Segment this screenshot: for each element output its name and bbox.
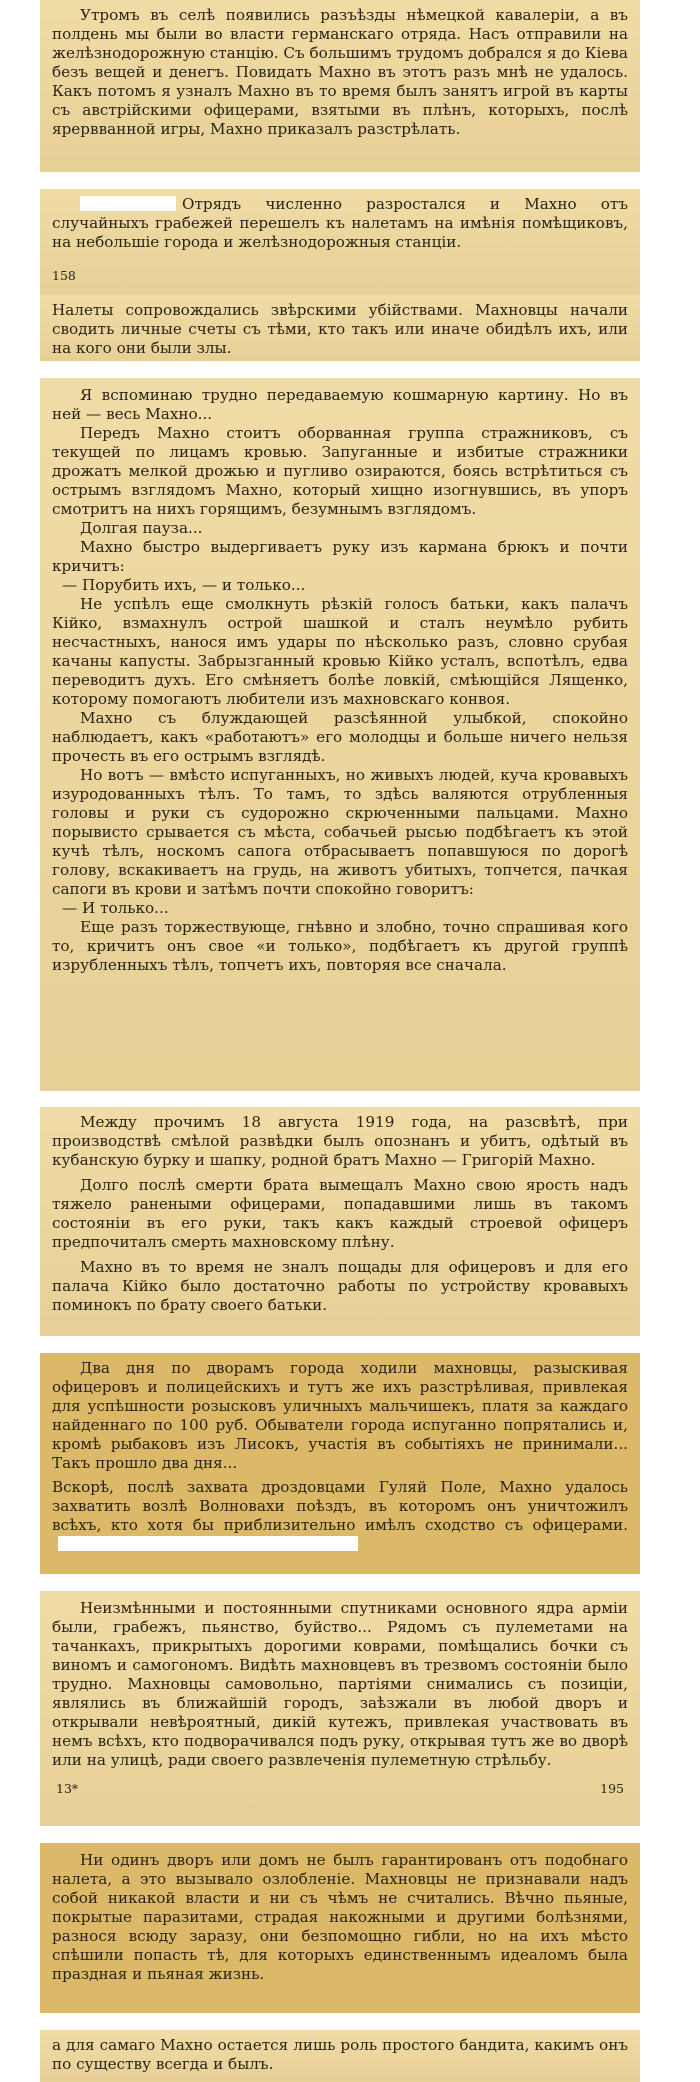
clipping-10 (40, 2030, 640, 2082)
clipping-3-paragraph-1: Налеты сопровождались звѣрскими убійствами. Махновцы начали сводить личные счеты съ тѣми, кто такъ или иначе обидѣлъ ихъ, или на кого они были злы. (52, 301, 628, 357)
clipping-4-paragraph-3: Долгая пауза... (80, 519, 203, 537)
redaction-bar (80, 196, 176, 211)
clipping-6-paragraph-1: Два дня по дворамъ города ходили махновцы, разыскивая офицеровъ и полицейскихъ и тутъ же ихъ разстрѣливая, привлекая для успѣшности розысковъ уличныхъ мальчишекъ, платя за каждаго найденнаго по 100 руб. Обыватели города испуганно попрятались и, кромѣ рыбаковъ изъ Лисокъ, участія въ событіяхъ не принимали... Такъ прошло два дня... (52, 1359, 628, 1472)
clipping-7-paragraph-1: Вскорѣ, послѣ захвата дроздовцами Гуляй Поле, Махно удалось захватить возлѣ Волновахи поѣздъ, въ которомъ онъ уничтожилъ всѣхъ, кто хотя бы приблизительно имѣлъ сходство съ офицерами. (52, 1478, 628, 1554)
clipping-4-paragraph-1: Я вспоминаю трудно передаваемую кошмарную картину. Но въ ней — весь Махно... (52, 386, 628, 423)
clipping-1-paragraph-1: Утромъ въ селѣ появились разъѣзды нѣмецкой кавалеріи, а въ полдень мы были во власти германскаго отряда. Насъ отправили на желѣзнодорожную станцію. Съ большимъ трудомъ добрался я до Кіева безъ вещей и денегъ. Повидать Махно въ этотъ разъ мнѣ не удалось. Какъ потомъ я узналъ Махно въ то время былъ занятъ игрой въ карты съ австрійскими офицерами, взятыми въ плѣнъ, которыхъ, послѣ ярервванной игры, Махно приказалъ разстрѣлать. (52, 6, 628, 138)
clipping-6 (40, 1353, 640, 1473)
clipping-5-paragraph-1: Между прочимъ 18 августа 1919 года, на разсвѣтѣ, при производствѣ смѣлой развѣдки былъ опознанъ и убитъ, одѣтый въ кубанскую бурку и шапку, родной братъ Махно — Григорій Махно. (52, 1113, 628, 1169)
clipping-4-paragraph-7: Махно съ блуждающей разсѣянной улыбкой, спокойно наблюдаетъ, какъ «работаютъ» его молодцы и больше ничего нельзя прочесть въ его острымъ взглядѣ. (52, 709, 628, 765)
clipping-4-dialog-1: — Порубить ихъ, — и только... (62, 576, 306, 594)
clipping-5 (40, 1107, 640, 1336)
clipping-5-paragraph-3: Махно въ то время не зналъ пощады для офицеровъ и для его палача Кійко было достаточно работы по устройству кровавыхъ поминокъ по брату своего батьки. (52, 1258, 628, 1314)
clipping-4-paragraph-8: Но вотъ — вмѣсто испуганныхъ, но живыхъ людей, куча кровавыхъ изуродованныхъ тѣлъ. То тамъ, то здѣсь валяются отрубленныя головы и руки съ судорожно скрюченными пальцами. Махно порывисто срывается съ мѣста, собачьей рысью подбѣгаетъ къ этой кучѣ тѣлъ, носкомъ сапога отбрасываетъ попавшуюся по дорогѣ голову, вскакиваетъ на грудь, на животъ убитыхъ, топчется, пачкая сапоги въ крови и затѣмъ почти спокойно говоритъ: (52, 766, 628, 898)
clipping-10-paragraph-1: а для самаго Махно остается лишь роль простого бандита, какимъ онъ по существу всегда и былъ. (52, 2036, 628, 2073)
clipping-4-paragraph-6: Не успѣлъ еще смолкнуть рѣзкій голосъ батьки, какъ палачъ Кійко, взмахнулъ острой шашкой и сталъ неумѣло рубить несчастныхъ, нанося имъ удары по нѣсколько разъ, словно срубая качаны капусты. Забрызганный кровью Кійко усталъ, вспотѣлъ, едва переводитъ духъ. Его смѣняетъ болѣе ловкій, смѣющійся Лященко, которому помогаютъ любители изъ махновскаго конвоя. (52, 595, 628, 708)
clipping-9 (40, 1843, 640, 2013)
clipping-9-paragraph-1: Ни одинъ дворъ или домъ не былъ гарантированъ отъ подобнаго налета, а это вызывало озлобленіе. Махновцы не признавали надъ собой никакой власти и ни съ чѣмъ не считались. Вѣчно пьяные, покрытые паразитами, страдая накожными и другими болѣзнями, разнося всюду заразу, они безпомощно гибли, но на ихъ мѣсто спѣшили попасть тѣ, для которыхъ единственнымъ идеаломъ была праздная и пьяная жизнь. (52, 1851, 628, 1983)
page-number: 158 (52, 268, 76, 283)
redaction-bar-2 (58, 1536, 358, 1551)
page-footer (52, 1780, 628, 1798)
clipping-7 (40, 1472, 640, 1574)
page-number-2: 195 (600, 1781, 624, 1796)
clipping-8 (40, 1591, 640, 1826)
clipping-4-dialog-2: — И только... (62, 899, 169, 917)
clipping-1 (40, 0, 640, 172)
clipping-4-paragraph-4: Махно быстро выдергиваетъ руку изъ кармана брюкъ и почти кричитъ: (52, 538, 628, 575)
signature-mark: 13* (56, 1781, 79, 1796)
clipping-4-paragraph-10: Еще разъ торжествующе, гнѣвно и злобно, точно спрашивая кого то, кричитъ онъ свое «и только», подбѣгаетъ къ другой группѣ изрубленныхъ тѣлъ, топчетъ ихъ, повторяя все сначала. (52, 918, 628, 974)
clipping-2 (40, 189, 640, 295)
clipping-5-paragraph-2: Долго послѣ смерти брата вымещалъ Махно свою ярость надъ тяжело ранеными офицерами, попадавшими лишь въ такомъ состояніи въ его руки, такъ какъ каждый строевой офицеръ предпочиталъ смерть махновскому плѣну. (52, 1176, 628, 1251)
clipping-4 (40, 378, 640, 1091)
clipping-4-paragraph-2: Передъ Махно стоитъ оборванная группа стражниковъ, съ текущей по лицамъ кровью. Запуганные и избитые стражники дрожатъ мелкой дрожью и пугливо озираются, боясь встрѣтиться съ острымъ взглядомъ Махно, который хищно изогнувшись, въ упоръ смотритъ на нихъ горящимъ, безумнымъ взглядомъ. (52, 424, 628, 518)
clipping-2-paragraph-1: Отрядъ численно разростался и Махно отъ случайныхъ грабежей перешелъ къ налетамъ на имѣнія помѣщиковъ, на небольшіе города и желѣзнодорожныя станціи. (52, 195, 628, 251)
clipping-3 (40, 295, 640, 361)
clipping-8-paragraph-1: Неизмѣнными и постоянными спутниками основного ядра арміи были, грабежъ, пьянство, буйство... Рядомъ съ пулеметами на тачанкахъ, прикрытыхъ дорогими коврами, помѣщались бочки съ виномъ и самогономъ. Видѣть махновцевъ въ трезвомъ состояніи было трудно. Махновцы самовольно, партіями снимались съ позиціи, являлись въ ближайшій городъ, заѣзжали въ любой дворъ и открывали невѣроятный, дикій кутежъ, привлекая участвовать въ немъ всѣхъ, кто подворачивался подъ руку, открывая тутъ же во дворѣ или на улицѣ, ради своего развлеченія пулеметную стрѣльбу. (52, 1599, 628, 1769)
